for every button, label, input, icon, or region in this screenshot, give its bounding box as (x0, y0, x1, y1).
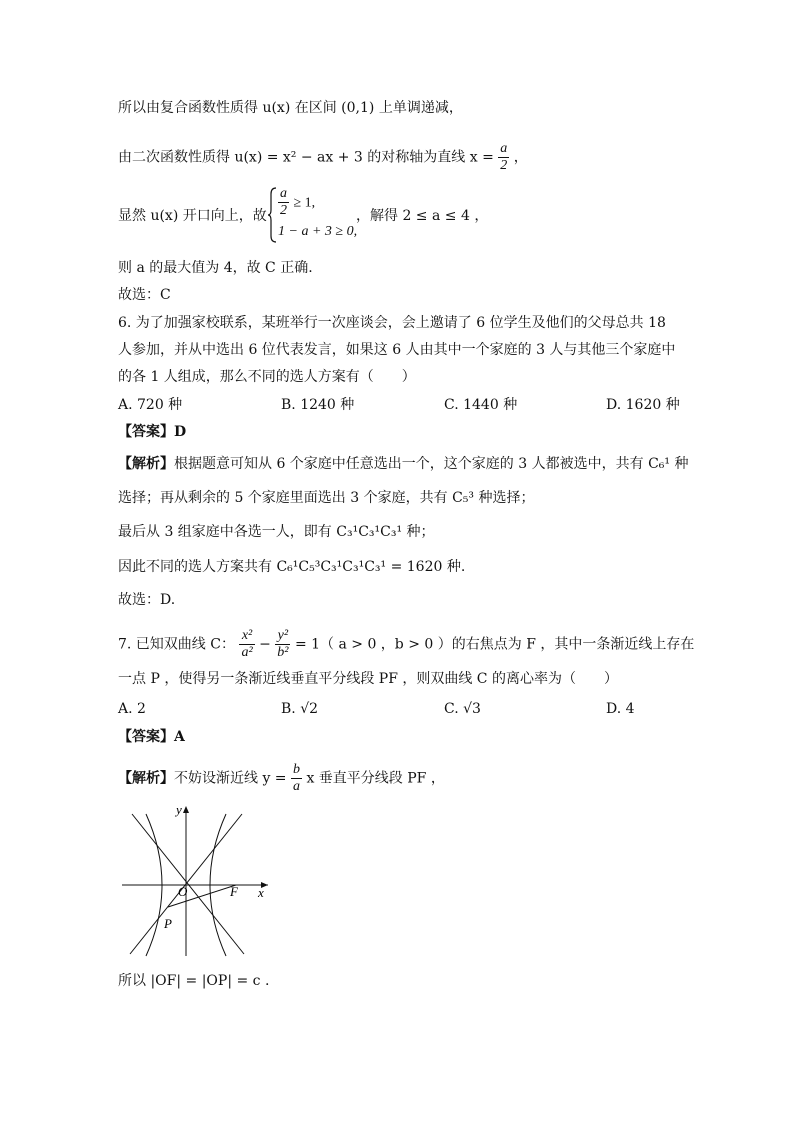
question-6-line: 6. 为了加强家校联系，某班举行一次座谈会，会上邀请了 6 位学生及他们的父母总共 18 (118, 315, 666, 331)
fraction (291, 762, 302, 795)
option-d: D. 4 (606, 701, 635, 717)
text-line: 所以由复合函数性质得 u(x) 在区间 (0,1) 上单调递减， (118, 100, 463, 116)
fraction (278, 186, 289, 219)
text-segment: 不妨设渐近线 y = (174, 770, 287, 787)
fraction-numerator: y² (275, 628, 290, 645)
analysis-line: 因此不同的选人方案共有 C₆¹C₅³C₃¹C₃¹C₃¹ = 1620 种. (118, 559, 466, 575)
equation-system (268, 186, 358, 244)
fraction (275, 628, 290, 661)
y-axis-arrow-icon (183, 806, 189, 813)
fraction-numerator: a (500, 141, 508, 156)
fraction-numerator: b (293, 762, 300, 777)
fraction-denominator: a (293, 779, 300, 794)
analysis-label: 【解析】 (118, 456, 174, 472)
question-7-line (118, 628, 694, 661)
option-c: C. 1440 种 (444, 397, 518, 413)
option-a: A. 2 (118, 701, 146, 717)
text-segment: = 1（ a > 0 ，b > 0 ）的右焦点为 F ，其中一条渐近线上存在 (294, 636, 695, 653)
text-line: ，解得 2 ≤ a ≤ 4 ， (356, 208, 489, 224)
text-segment: 7. 已知双曲线 C： (118, 636, 235, 653)
asymptote-1 (132, 814, 244, 954)
option-d: D. 1620 种 (606, 397, 680, 413)
label-x: x (258, 885, 264, 900)
text-line: 则 a 的最大值为 4，故 C 正确. (118, 260, 313, 276)
fraction-numerator: a (280, 186, 287, 201)
text-line: 所以 |OF| = |OP| = c . (118, 973, 270, 989)
fraction-denominator: a² (241, 645, 253, 660)
analysis-line (118, 762, 445, 795)
option-b: B. √2 (281, 701, 319, 717)
question-6-line: 的各 1 人组成，那么不同的选人方案有（ ） (118, 369, 416, 385)
text-segment: 显然 u(x) 开口向上，故 (118, 208, 267, 224)
text-segment: 根据题意可知从 6 个家庭中任意选出一个，这个家庭的 3 人都被选中，共有 C₆¹ 种 (174, 456, 689, 472)
label-f: F (230, 884, 238, 899)
answer-label: 【答案】A (118, 729, 185, 745)
analysis-line: 故选：D. (118, 592, 176, 608)
question-6-line: 人参加，并从中选出 6 位代表发言，如果这 6 人由其中一个家庭的 3 人与其他三个家庭中 (118, 342, 676, 358)
system-row-2: 1 − a + 3 ≥ 0, (278, 224, 358, 239)
option-b: B. 1240 种 (281, 397, 355, 413)
text-segment: ≥ 1, (293, 195, 316, 211)
question-7-line: 一点 P ，使得另一条渐近线垂直平分线段 PF ，则双曲线 C 的离心率为（ ） (118, 671, 618, 687)
text-line (118, 206, 267, 226)
hyperbola-figure (118, 800, 278, 960)
fraction-numerator: x² (239, 628, 254, 645)
text-segment: − (259, 636, 271, 653)
fraction-denominator: b² (277, 645, 289, 660)
analysis-line (118, 454, 688, 474)
analysis-line: 选择；再从剩余的 5 个家庭里面选出 3 个家庭，共有 C₅³ 种选择； (118, 490, 535, 506)
text-line (118, 141, 528, 174)
answer-label: 【答案】D (118, 424, 187, 440)
text-segment: ， (513, 149, 528, 166)
analysis-label: 【解析】 (118, 770, 174, 787)
text-line: 故选：C (118, 287, 171, 303)
system-row-1 (278, 186, 315, 219)
option-c: C. √3 (444, 701, 481, 717)
label-p: P (164, 916, 172, 931)
text-segment: 由二次函数性质得 u(x) = x² − ax + 3 的对称轴为直线 x = (118, 149, 494, 166)
fraction-denominator: 2 (500, 158, 508, 173)
left-brace-icon (268, 186, 278, 244)
label-y: y (176, 802, 182, 817)
text-segment: x 垂直平分线段 PF ， (306, 770, 445, 787)
label-o: O (178, 884, 188, 899)
analysis-line: 最后从 3 组家庭中各选一人，即有 C₃¹C₃¹C₃¹ 种； (118, 524, 435, 540)
fraction (239, 628, 254, 661)
option-a: A. 720 种 (118, 397, 183, 413)
fraction-denominator: 2 (280, 203, 287, 218)
fraction (498, 141, 509, 174)
